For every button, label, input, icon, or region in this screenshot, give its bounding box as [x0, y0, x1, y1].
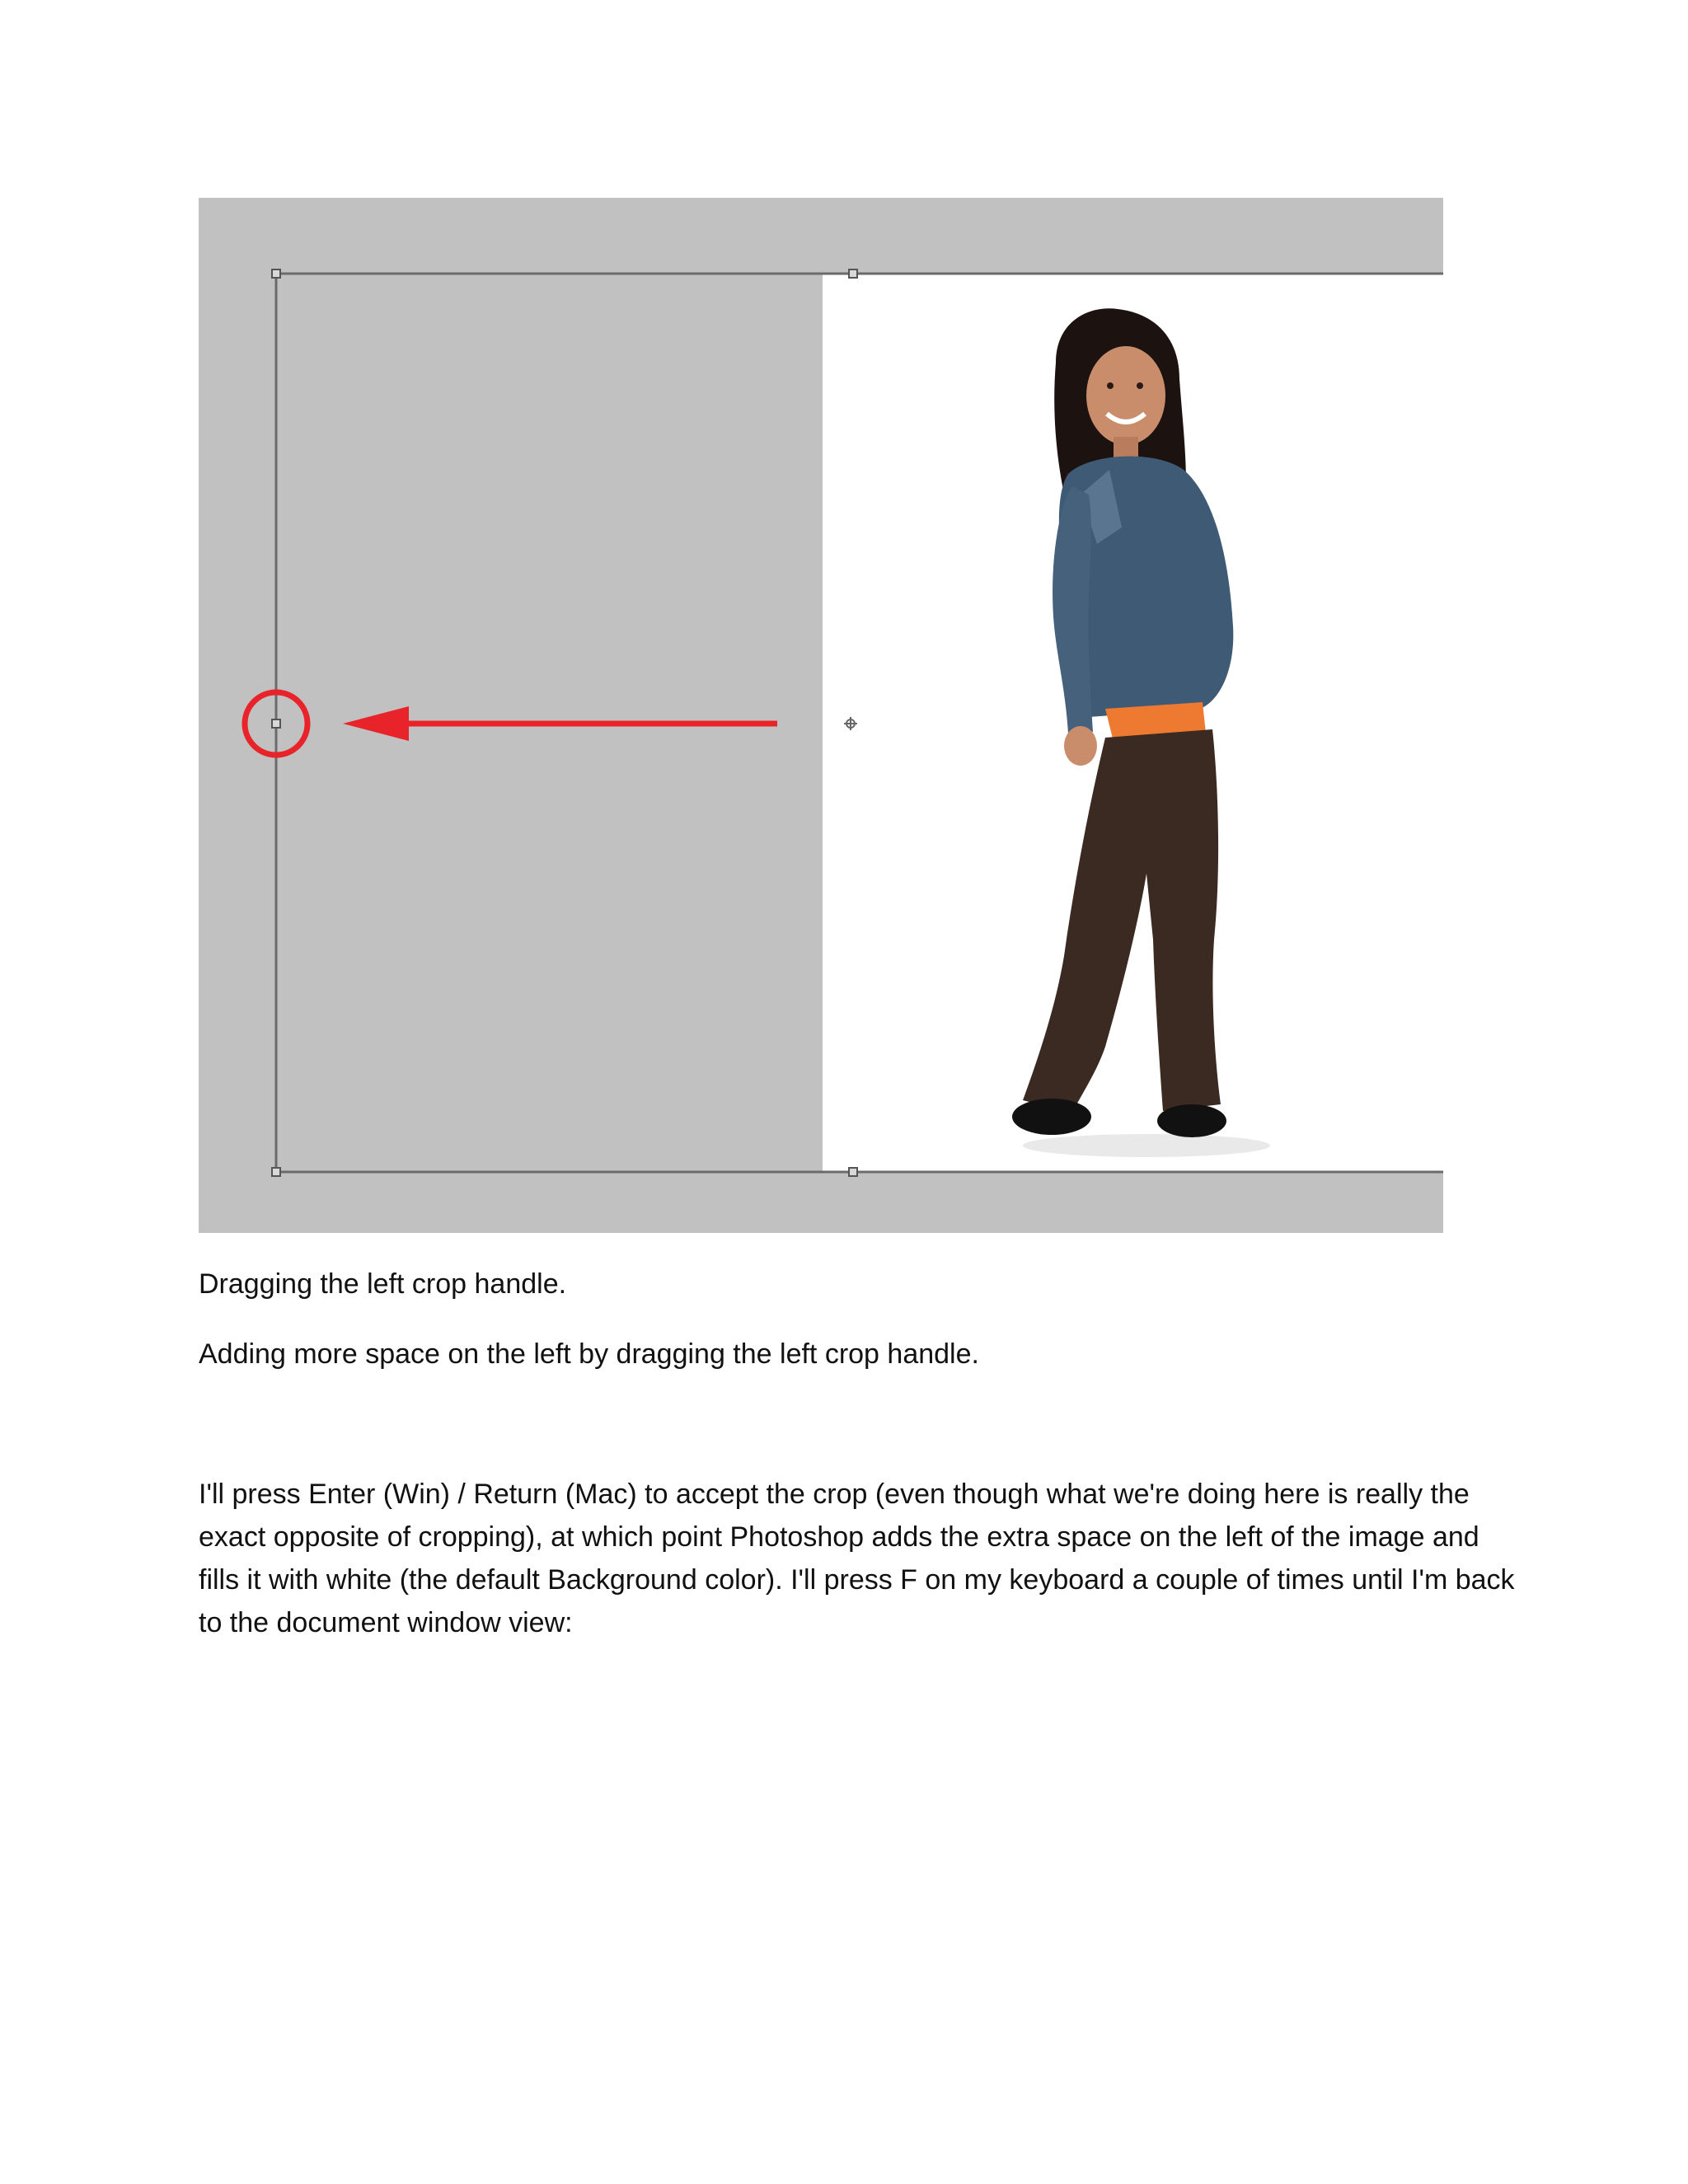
figure-alt-caption: Adding more space on the left by dragging the left crop handle.: [199, 1338, 979, 1370]
body-paragraph: I'll press Enter (Win) / Return (Mac) to accept the crop (even though what we're doing here is really the exact opposite of cropping), at which point Photoshop adds the extra space on the left of the image and fills it with white (the default Background color). I'll press F on my keyboard a couple of times until I'm back to the document window view:: [199, 1479, 1515, 1638]
crop-handle-top-left: [272, 269, 280, 278]
annotation-red-arrow-icon: [343, 706, 777, 741]
tutorial-screenshot-figure: [199, 198, 1443, 1233]
crop-handle-bottom-center: [849, 1168, 857, 1176]
crop-handle-middle-left[interactable]: [272, 719, 280, 728]
figure-caption: Dragging the left crop handle.: [199, 1268, 567, 1300]
crop-handle-bottom-left: [272, 1168, 280, 1176]
crop-canvas-illustration: [199, 198, 1443, 1233]
crop-handle-top-center: [849, 269, 857, 278]
